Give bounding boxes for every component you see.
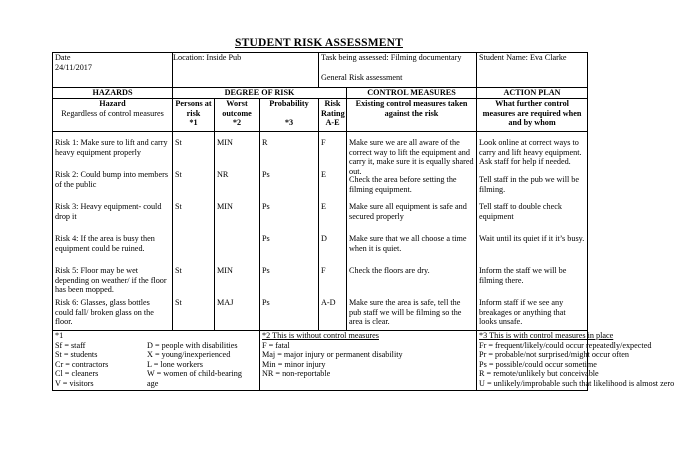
persons-list — [173, 132, 215, 331]
location-text: Location: Inside Pub — [173, 53, 242, 62]
risk-existing-control: Check the area before setting the filming equipment. — [349, 175, 457, 194]
risk-further-control: Tell staff in the pub we will be filming. — [479, 175, 580, 194]
risk-existing-control: Make sure we are all aware of the correct way to lift the equipment and carry it, make sure it is equally shared out. — [349, 138, 474, 176]
task-detail-text: General Risk assessment — [321, 72, 403, 82]
hazard-list — [53, 132, 173, 331]
column-further-control-measures: What further control measures are required when and by whom — [477, 99, 588, 132]
student-name-text: Student Name: Eva Clarke — [479, 53, 567, 62]
risk-probability: Ps — [262, 298, 270, 307]
column-persons-at-risk: Persons at risk *1 — [173, 99, 215, 132]
risk-rating: E — [321, 170, 327, 179]
student-cell — [477, 53, 588, 88]
column-existing-control-measures: Existing control measures taken against the risk — [347, 99, 477, 132]
date-cell — [53, 53, 173, 88]
risk-probability: Ps — [262, 170, 270, 179]
section-control-measures: CONTROL MEASURES — [347, 88, 477, 99]
risk-probability: Ps — [262, 266, 270, 275]
section-action-plan: ACTION PLAN — [477, 88, 588, 99]
risk-further-control: Wait until its quiet if it it’s busy. — [479, 234, 585, 243]
risk-worst-outcome: NR — [217, 170, 229, 179]
risk-persons: St — [175, 298, 182, 307]
column-probability: Probability *3 — [260, 99, 319, 132]
risk-existing-control: Make sure that we all choose a time when it is quiet. — [349, 234, 467, 253]
column-hazard: Hazard Regardless of control measures — [53, 99, 173, 132]
risk-existing-control: Check the floors are dry. — [349, 266, 430, 275]
further-controls-list — [477, 132, 588, 331]
column-worst-outcome: Worst outcome *2 — [215, 99, 260, 132]
legend-outcome: *2 This is without control measures F = fatal Maj = major injury or permanent disability Min = minor injury NR = non-reportable — [260, 331, 477, 391]
risk-further-control: Inform the staff we will be filming there. — [479, 266, 567, 285]
date-value: 24/11/2017 — [55, 62, 92, 72]
risk-rating: F — [321, 138, 326, 147]
legend-probability: *3 This is with control measures in place Fr = frequent/likely/could occur repeatedly/expected Pr = probable/not surprised/might occur often Ps = possible/could occur sometime R = remote/unlikely but conceivable U = unlikely/improbable such that likelihood is almost zero — [477, 331, 588, 391]
risk-persons — [175, 234, 212, 266]
section-hazards: HAZARDS — [53, 88, 173, 99]
risk-rating: E — [321, 202, 327, 211]
date-label: Date — [55, 53, 71, 62]
risk-rating: F — [321, 266, 326, 275]
risk-hazard: Risk 5: Floor may be wet depending on weather/ if the floor has been mopped. — [55, 266, 167, 295]
existing-controls-list — [347, 132, 477, 331]
location-cell — [173, 53, 319, 88]
risk-persons: St — [175, 170, 182, 179]
risk-assessment-table — [52, 52, 674, 391]
rating-list — [319, 132, 347, 331]
risk-hazard: Risk 2: Could bump into members of the public — [55, 170, 169, 189]
risk-existing-control: Make sure all equipment is safe and secured properly — [349, 202, 467, 221]
legend-persons: *1 Sf = staff D = people with disabilities St = students X = young/inexperienced Cr = contractors L = lone workers Cl = cleaners W = women of child-bearing V = visitors age — [53, 331, 260, 391]
legend-probability-title: *3 This is with control measures in place — [479, 331, 614, 340]
risk-worst-outcome: MIN — [217, 202, 233, 211]
section-header-row — [53, 88, 588, 99]
risk-hazard: Risk 3: Heavy equipment- could drop it — [55, 202, 162, 221]
task-text: Task being assessed: Filming documentary — [321, 53, 462, 62]
document-title: STUDENT RISK ASSESSMENT — [234, 37, 403, 49]
risk-rating: D — [321, 234, 327, 243]
risk-worst-outcome — [217, 234, 257, 266]
risk-persons: St — [175, 202, 182, 211]
risk-persons: St — [175, 266, 182, 275]
worst-outcome-list — [215, 132, 260, 331]
risk-hazard: Risk 4: If the area is busy then equipment could be ruined. — [55, 234, 155, 253]
legend-row — [53, 331, 588, 391]
risk-persons: St — [175, 138, 182, 147]
legend-persons-title: *1 — [55, 331, 64, 340]
risk-worst-outcome: MAJ — [217, 298, 234, 307]
risk-worst-outcome: MIN — [217, 138, 233, 147]
risk-hazard: Risk 6: Glasses, glass bottles could fall/ broken glass on the floor. — [55, 298, 154, 327]
risk-probability: Ps — [262, 234, 270, 243]
risk-existing-control: Make sure the area is safe, tell the pub staff we will be filming so the area is clear. — [349, 298, 462, 327]
risk-probability: Ps — [262, 202, 270, 211]
risk-further-control: Tell staff to double check equipment — [479, 202, 562, 221]
section-degree-of-risk: DEGREE OF RISK — [173, 88, 347, 99]
probability-list — [260, 132, 319, 331]
risk-further-control: Inform staff if we see any breakages or anything that looks unsafe. — [479, 298, 566, 327]
column-header-row — [53, 99, 588, 132]
task-cell — [319, 53, 477, 88]
risk-probability: R — [262, 138, 268, 147]
risk-rating: A-D — [321, 298, 336, 307]
column-risk-rating: Risk Rating A-E — [319, 99, 347, 132]
legend-outcome-title: *2 This is without control measures — [262, 331, 379, 340]
risk-body-row — [53, 132, 588, 331]
info-row — [53, 53, 588, 88]
risk-worst-outcome: MIN — [217, 266, 233, 275]
risk-hazard: Risk 1: Make sure to lift and carry heavy equipment properly — [55, 138, 168, 157]
risk-further-control: Look online at correct ways to carry and lift heavy equipment. Ask staff for help if needed. — [479, 138, 582, 167]
